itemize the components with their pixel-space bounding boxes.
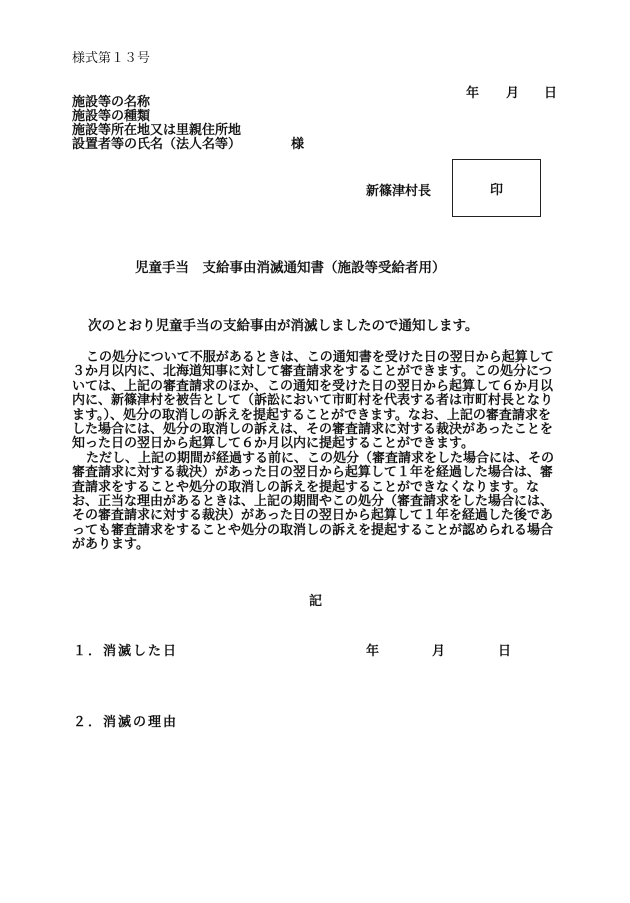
- appeal-notice: [72, 351, 560, 553]
- issue-date-year: 年: [466, 86, 480, 101]
- recipient-facility-type: 施設等の種類: [72, 109, 151, 124]
- recipient-owner-name: 設置者等の氏名（法人名等）: [72, 137, 242, 152]
- appeal-paragraph-2: ただし、上記の期間が経過する前に、この処分（審査請求をした場合には、その審査請求に対する裁決）があった日の翌日から起算して１年を経過した場合は、審査請求をすることや処分の取消しの訴えを提起することができなくなります。なお、正当な理由があるときは、上記の期間やこの処分（審査請求をした場合には、その審査請求に対する裁決）があった日の翌日から起算して１年を経過した後であっても審査請求をすることや処分の取消しの訴えを提起することが認められる場合があります。: [72, 450, 555, 553]
- note-heading: 記: [309, 594, 323, 609]
- item1-year: 年: [366, 644, 380, 659]
- recipient-honorific: 様: [291, 137, 305, 152]
- item1-date: [366, 640, 511, 659]
- intro-text: 次のとおり児童手当の支給事由が消滅しましたので通知します。: [88, 318, 479, 334]
- item2-label: ２．消滅の理由: [73, 715, 179, 730]
- recipient-block: [72, 96, 304, 152]
- item1-month: 月: [432, 644, 446, 659]
- recipient-facility-name: 施設等の名称: [72, 95, 151, 110]
- document-title: 児童手当 支給事由消滅通知書（施設等受給者用）: [135, 260, 446, 276]
- item1-day: 日: [498, 644, 512, 659]
- issue-date-day: 日: [544, 86, 558, 101]
- recipient-facility-address: 施設等所在地又は里親住所地: [72, 123, 242, 138]
- seal-label: 印: [489, 182, 503, 198]
- sender-mayor: 新篠津村長: [366, 184, 432, 199]
- issue-date: [466, 82, 557, 101]
- recipient-owner-name-row: [72, 138, 304, 152]
- form-number: 様式第１３号: [72, 51, 151, 66]
- item1-label: １．消滅した日: [73, 644, 179, 659]
- seal-box: [452, 159, 541, 217]
- issue-date-month: 月: [506, 86, 520, 101]
- appeal-paragraph-1: この処分について不服があるときは、この通知書を受けた日の翌日から起算して３か月以内に、北海道知事に対して審査請求をすることができます。この処分については、上記の審査請求のほか、この通知を受けた日の翌日から起算して６か月以内に、新篠津村を被告として（訴訟において市町村を代表する者は市町村長となります。）、処分の取消しの訴えを提起することができます。なお、上記の審査請求をした場合には、処分の取消しの訴えは、その審査請求に対する裁決があったことを知った日の翌日から起算して６か月以内に提起することができます。: [72, 350, 554, 452]
